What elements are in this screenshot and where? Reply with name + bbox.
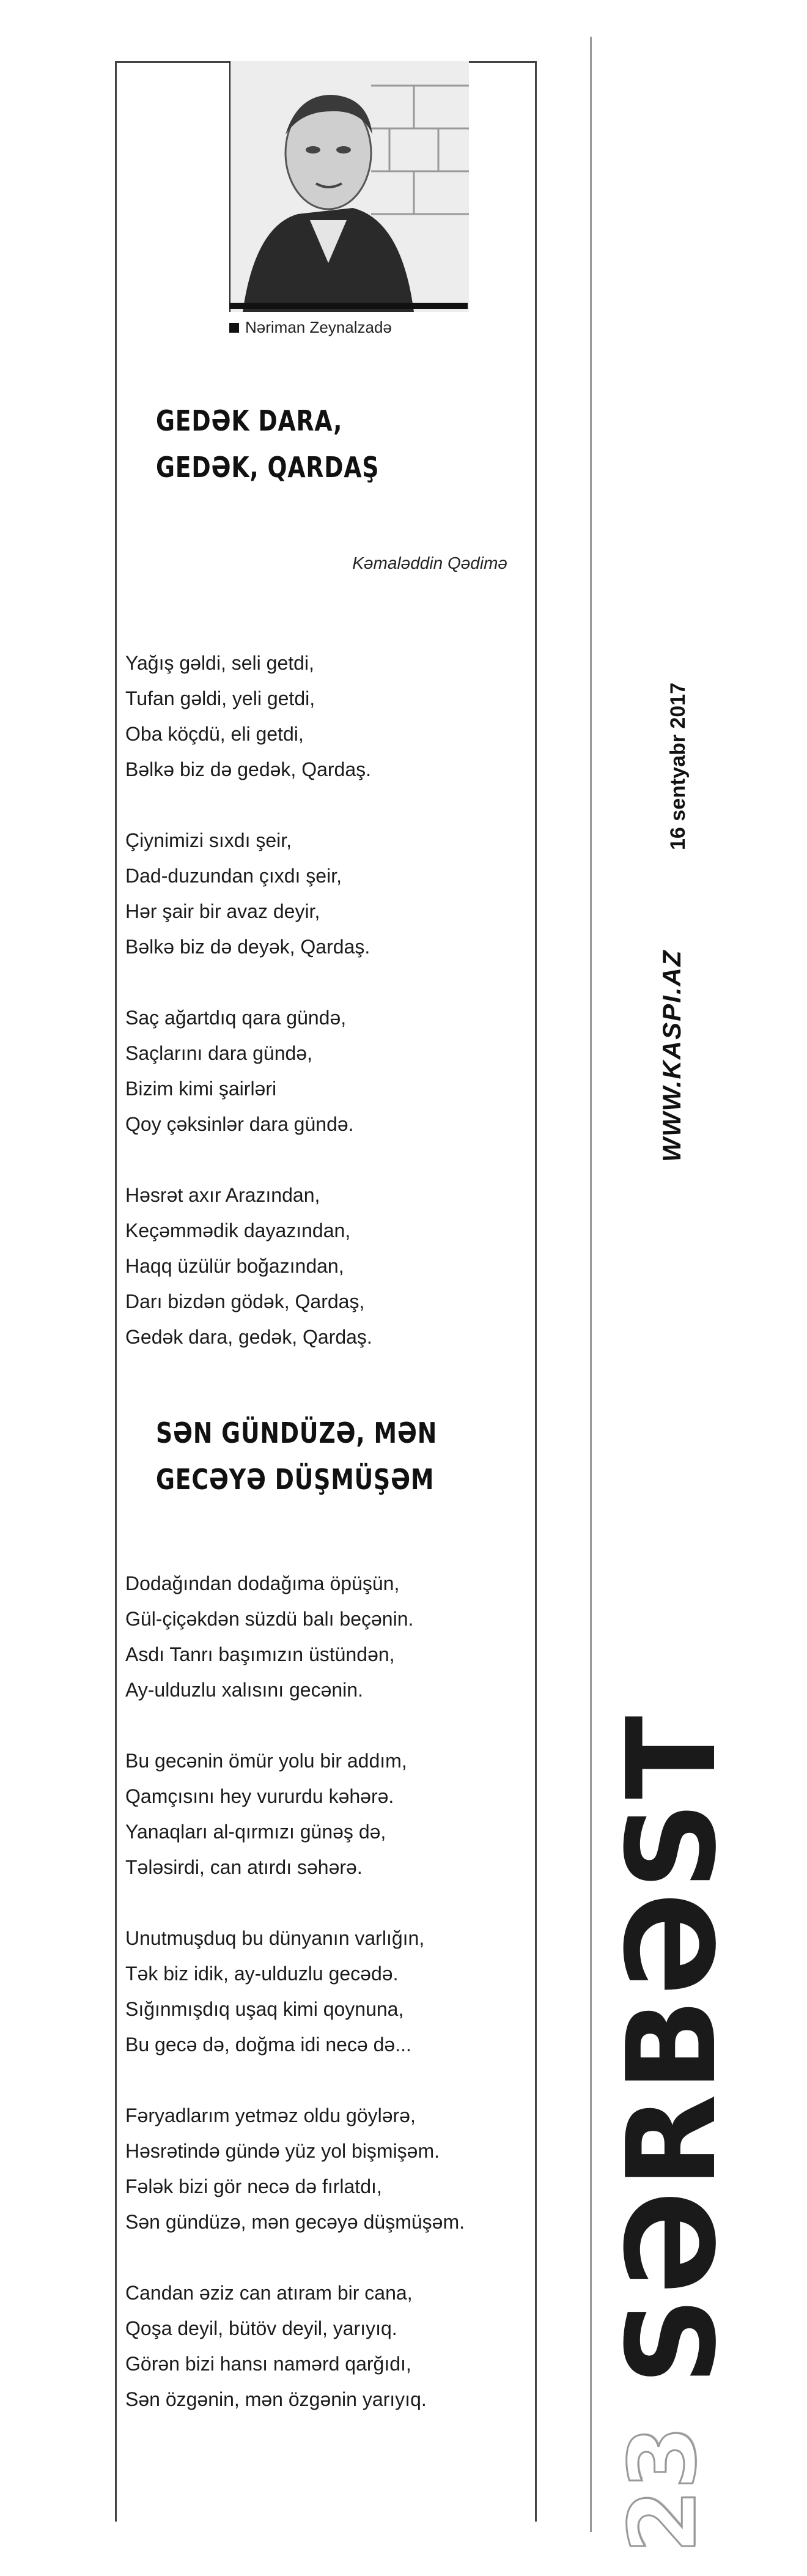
poem-line: Saçlarını dara gündə, bbox=[125, 1042, 312, 1064]
stanza bbox=[125, 1920, 465, 2062]
poem-line: Gedək dara, gedək, Qardaş. bbox=[125, 1326, 372, 1348]
poem-line: Sən gündüzə, mən gecəyə düşmüşəm. bbox=[125, 2211, 465, 2233]
poem-line: Tufan gəldi, yeli getdi, bbox=[125, 687, 315, 709]
poem-line: Asdı Tanrı başımızın üstündən, bbox=[125, 1643, 395, 1665]
poem-line: Sığınmışdıq uşaq kimi qoynuna, bbox=[125, 1998, 404, 2020]
article2-title-line-2: GECƏYƏ DÜŞMÜŞƏM bbox=[156, 1463, 435, 1496]
article2-title bbox=[156, 1410, 437, 1503]
poem-line: Oba köçdü, eli getdi, bbox=[125, 723, 304, 745]
poem-line: Bu gecə də, doğma idi necə də... bbox=[125, 2034, 411, 2056]
stanza bbox=[125, 1743, 465, 1885]
author-photo bbox=[229, 61, 469, 312]
poem-line: Bizim kimi şairləri bbox=[125, 1078, 277, 1100]
stanza bbox=[125, 2098, 465, 2240]
masthead-title: SƏRBƏST bbox=[601, 1713, 743, 2385]
poem-line: Yağış gəldi, seli getdi, bbox=[125, 652, 314, 674]
website-url: WWW.KASPI.AZ bbox=[657, 949, 686, 1162]
poem-line: Gül-çiçəkdən süzdü balı beçənin. bbox=[125, 1608, 414, 1630]
photo-caption-text: Nəriman Zeynalzadə bbox=[245, 318, 392, 336]
poem-line: Görən bizi hansı namərd qarğıdı, bbox=[125, 2353, 411, 2375]
poem-line: Qoy çəksinlər dara gündə. bbox=[125, 1113, 354, 1135]
poem-line: Saç ağartdıq qara gündə, bbox=[125, 1007, 347, 1029]
article1-title bbox=[156, 398, 379, 490]
article1-title-line-2: GEDƏK, QARDAŞ bbox=[156, 451, 380, 484]
poem-line: Hər şair bir avaz deyir, bbox=[125, 900, 320, 922]
column-divider bbox=[590, 37, 592, 2532]
poem-line: Həsrət axır Arazından, bbox=[125, 1184, 320, 1206]
poem-line: Fələk bizi gör necə də fırlatdı, bbox=[125, 2175, 382, 2197]
poem-line: Dad-duzundan çıxdı şeir, bbox=[125, 865, 342, 887]
poem-line: Fəryadlarım yetməz oldu göylərə, bbox=[125, 2104, 416, 2126]
article1-poem bbox=[125, 645, 372, 1390]
portrait-image bbox=[230, 61, 469, 312]
poem-line: Haqq üzülür boğazından, bbox=[125, 1255, 344, 1277]
article2-poem bbox=[125, 1566, 465, 2452]
poem-line: Tələsirdi, can atırdı səhərə. bbox=[125, 1856, 363, 1878]
article1-byline: Kəmaləddin Qədimə bbox=[352, 553, 507, 572]
photo-caption bbox=[229, 318, 392, 337]
poem-line: Tək biz idik, ay-ulduzlu gecədə. bbox=[125, 1963, 399, 1985]
poem-line: Bəlkə biz də deyək, Qardaş. bbox=[125, 936, 370, 958]
stanza bbox=[125, 1566, 465, 1708]
poem-line: Dodağından dodağıma öpüşün, bbox=[125, 1572, 400, 1594]
stanza bbox=[125, 2275, 465, 2417]
poem-line: Həsrətində gündə yüz yol bişmişəm. bbox=[125, 2140, 440, 2162]
poem-line: Qamçısını hey vururdu kəhərə. bbox=[125, 1785, 394, 1807]
poem-line: Bu gecənin ömür yolu bir addım, bbox=[125, 1750, 407, 1772]
poem-line: Candan əziz can atıram bir cana, bbox=[125, 2282, 413, 2304]
caption-bar bbox=[229, 303, 468, 309]
stanza bbox=[125, 823, 372, 964]
poem-line: Yanaqları al-qırmızı günəş də, bbox=[125, 1821, 386, 1843]
poem-line: Qoşa deyil, bütöv deyil, yarıyıq. bbox=[125, 2317, 397, 2339]
poem-line: Bəlkə biz də gedək, Qardaş. bbox=[125, 758, 372, 780]
poem-line: Darı bizdən gödək, Qardaş, bbox=[125, 1290, 365, 1312]
poem-line: Unutmuşduq bu dünyanın varlığın, bbox=[125, 1927, 425, 1949]
stanza bbox=[125, 1000, 372, 1142]
stanza bbox=[125, 645, 372, 787]
poem-line: Çiynimizi sıxdı şeir, bbox=[125, 829, 292, 851]
poem-line: Keçəmmədik dayazından, bbox=[125, 1220, 351, 1242]
square-bullet-icon bbox=[229, 323, 239, 333]
article2-title-line-1: SƏN GÜNDÜZƏ, MƏN bbox=[156, 1416, 438, 1449]
poem-line: Sən özgənin, mən özgənin yarıyıq. bbox=[125, 2388, 427, 2410]
poem-line: Ay-ulduzlu xalısını gecənin. bbox=[125, 1679, 363, 1701]
page-number: 23 bbox=[610, 2426, 717, 2553]
issue-date: 16 sentyabr 2017 bbox=[666, 682, 690, 850]
stanza bbox=[125, 1177, 372, 1355]
article1-title-line-1: GEDƏK DARA, bbox=[156, 404, 343, 437]
